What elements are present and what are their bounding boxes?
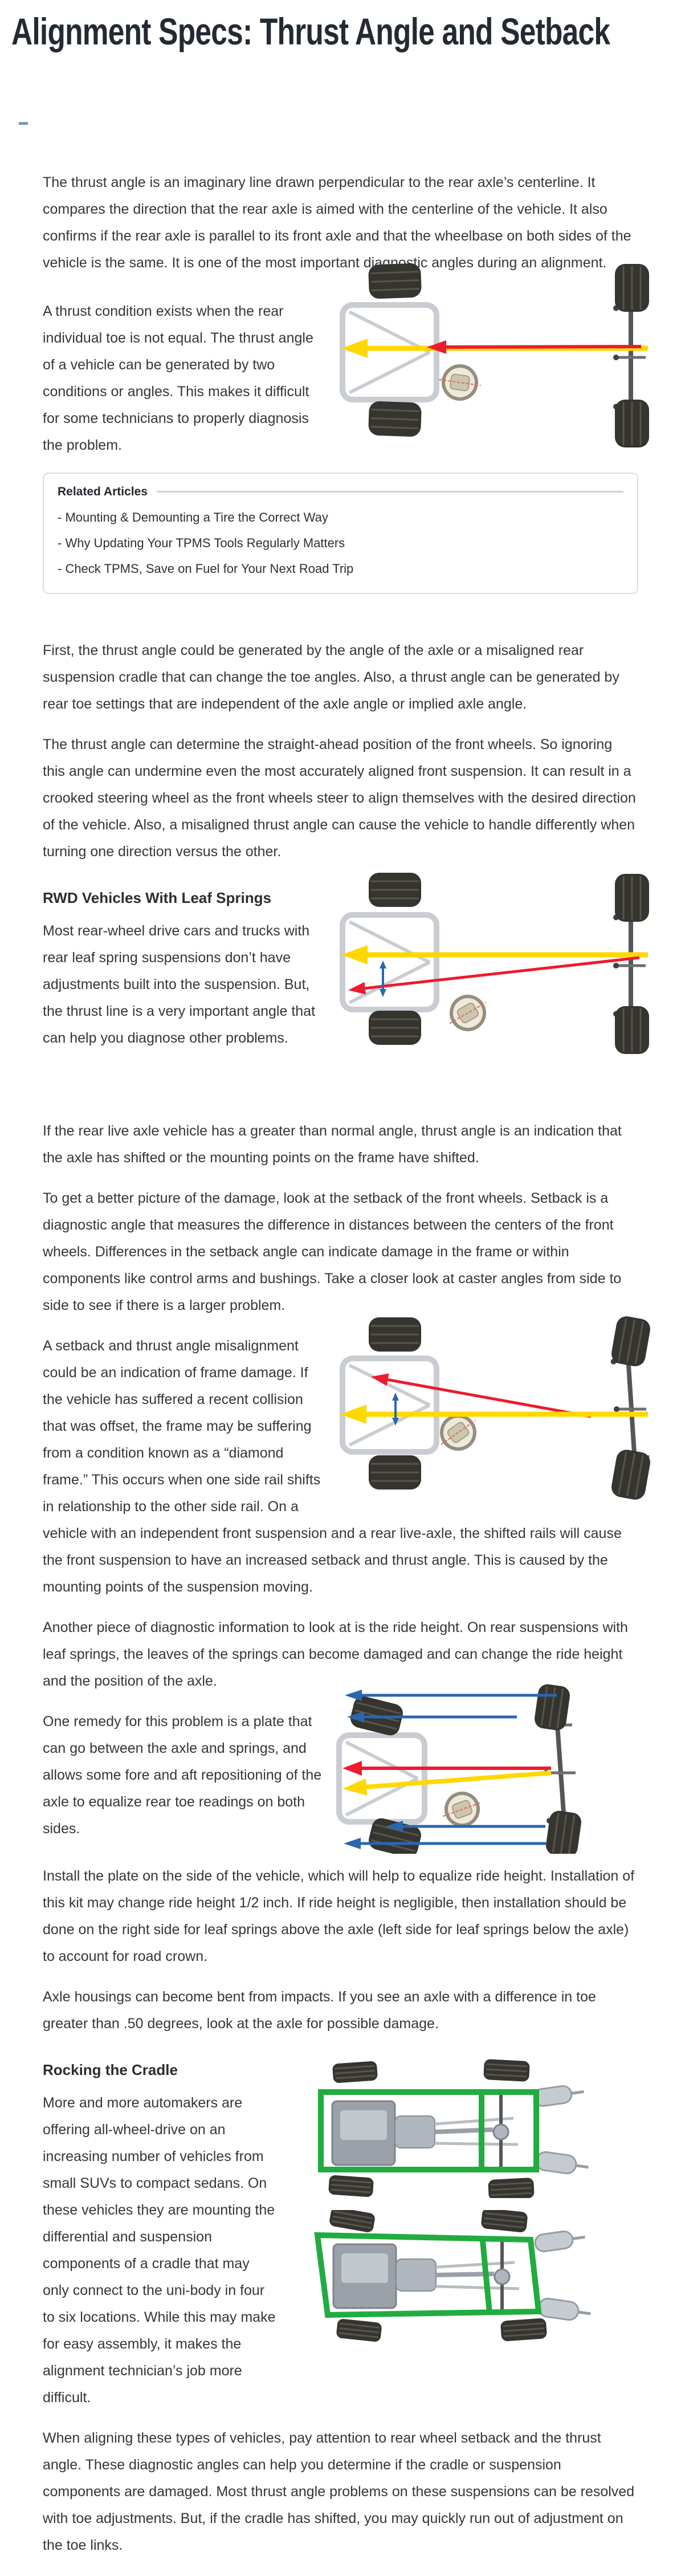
paragraph-thrust-condition: A thrust condition exists when the rear individual toe is not equal. The thrust angle of a vehicle can be generated by two conditions or angles. This makes it difficult for some technicians to properly diagnosis the problem. bbox=[43, 303, 313, 453]
paragraph-aligning-cradle: When aligning these types of vehicles, pay attention to rear wheel setback and the thrust angle. These diagnostic angles can help you determine if the cradle or suspension components are damaged. Most thrust angle problems on these suspensions can be resolved with toe adjustments. But, if the cradle has shifted, you may quickly run out of adjustment on the toe links. bbox=[43, 2430, 635, 2553]
figure-thrust-angle-aligned bbox=[336, 258, 652, 458]
paragraph-axle-housings: Axle housings can become bent from impacts. If you see an axle with a difference in toe greater than .50 degrees, look at the axle for possible damage. bbox=[43, 1988, 596, 2032]
related-articles-box bbox=[43, 473, 638, 594]
figure-thrust-angle-axle bbox=[336, 869, 652, 1109]
related-article-link[interactable]: - Check TPMS, Save on Fuel for Your Next Road Trip bbox=[58, 561, 354, 576]
related-article-link[interactable]: - Why Updating Your TPMS Tools Regularly Matters bbox=[58, 535, 345, 550]
page-title: Alignment Specs: Thrust Angle and Setback bbox=[11, 10, 610, 52]
paragraph-diamond-frame: A setback and thrust angle misalignment could be an indication of frame damage. If the vehicle has suffered a recent collision that was offset, the frame may be suffering from a condition known as a “diamond frame.” This occurs when one side rail shifts in relationship to the other side rail. On a vehicle with an independent front suspension and a rear live-axle, the shifted rails will cause the front suspension to have an increased setback and thrust angle. This is caused by the mounting points of the suspension moving. bbox=[43, 1337, 622, 1595]
figure-setback-frame-damage bbox=[336, 1313, 652, 1509]
paragraph-straight-ahead: The thrust angle can determine the straight-ahead position of the front wheels. So ignoring this angle can undermine even the most accurately aligned front suspension. It can result in a crooked steering wheel as the front wheels steer to align themselves with the desired direction of the vehicle. Also, a misaligned thrust angle can cause the vehicle to handle differently when turning one direction versus the other. bbox=[43, 736, 636, 860]
divider-line bbox=[157, 491, 623, 493]
related-articles-list bbox=[58, 504, 623, 581]
paragraph-setback: To get a better picture of the damage, look at the setback of the front wheels. Setback is a diagnostic angle that measures the difference in distances between the centers of the front wheels. Differences in the setback angle can indicate damage in the frame or within components like control arms and bushings. Take a closer look at caster angles from side to side to see if there is a larger problem. bbox=[43, 1190, 622, 1313]
paragraph-intro: The thrust angle is an imaginary line drawn perpendicular to the rear axle’s centerline. It compares the direction that the rear axle is aimed with the centerline of the vehicle. It also confirms if the rear axle is parallel to its front axle and that the wheelbase on both sides of the vehicle is the same. It is one of the most important diagnostic angles during an alignment. bbox=[43, 174, 631, 271]
figure-ride-height-arrows bbox=[336, 1683, 652, 1854]
paragraph-rwd-leaf-springs: Most rear-wheel drive cars and trucks with rear leaf spring suspensions don’t have adjustments built into the suspension. But, the thrust line is a very important angle that can help you diagnose other problems. bbox=[43, 922, 316, 1046]
paragraph-install-plate: Install the plate on the side of the vehicle, which will help to equalize ride height. Installation of this kit may change ride height 1/2 inch. If ride height is negligible, then installation should be done on the right side for leaf springs above the axle (left side for leaf springs below the axle) to account for road crown. bbox=[43, 1867, 635, 1964]
paragraph-plate-remedy: One remedy for this problem is a plate that can go between the axle and springs, and allows some fore and aft repositioning of the axle to equalize rear toe readings on both sides. bbox=[43, 1713, 322, 1837]
paragraph-cradle-awd: More and more automakers are offering all-wheel-drive on an increasing number of vehicles from small SUVs to compact sedans. On these vehicles they are mounting the differential and suspension components of a cradle that may only connect to the uni-body in four to six locations. While this may make for easy assembly, it makes the alignment technician’s job more difficult. bbox=[43, 2094, 276, 2406]
related-articles-title: Related Articles bbox=[58, 485, 148, 498]
dash-icon bbox=[19, 122, 28, 125]
related-article-link[interactable]: - Mounting & Demounting a Tire the Correct Way bbox=[58, 510, 328, 524]
paragraph-ride-height: Another piece of diagnostic information to look at is the ride height. On rear suspensions with leaf springs, the leaves of the springs can become damaged and can change the ride height and the position of the axle. bbox=[43, 1619, 628, 1689]
paragraph-thrust-causes: First, the thrust angle could be generated by the angle of the axle or a misaligned rear suspension cradle that can change the toe angles. Also, a thrust angle can be generated by rear toe settings that are independent of the axle angle or implied axle angle. bbox=[43, 642, 619, 712]
heading-rwd-leaf-springs: RWD Vehicles With Leaf Springs bbox=[43, 889, 271, 906]
heading-rocking-the-cradle: Rocking the Cradle bbox=[43, 2061, 178, 2078]
figure-cradle-stack bbox=[290, 2040, 663, 2384]
figure-cradle-aligned bbox=[313, 2049, 641, 2201]
paragraph-live-axle: If the rear live axle vehicle has a greater than normal angle, thrust angle is an indication that the axle has shifted or the mounting points on the frame have shifted. bbox=[43, 1122, 622, 1166]
figure-cradle-shifted bbox=[313, 2210, 641, 2375]
